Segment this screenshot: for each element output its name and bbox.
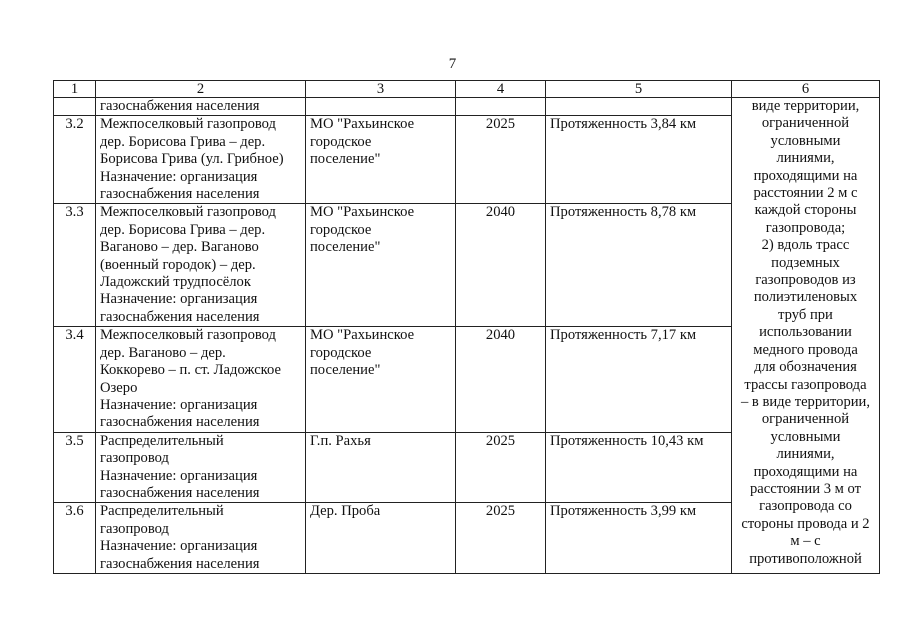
cell-text-line: ограниченной (761, 115, 850, 132)
cell-text-line: газоснабжения населения (100, 308, 260, 325)
header-col-4: 4 (456, 81, 546, 98)
header-col-1: 1 (54, 81, 96, 98)
cell-text-line: для обозначения (754, 359, 857, 376)
cell-text-line: Озеро (100, 379, 138, 396)
cell-number: 3.6 (54, 503, 96, 574)
cell-text-line: Межпоселковый газопровод (100, 116, 276, 133)
cell-text-line: медного провода (753, 341, 858, 358)
cell-text-line: виде территории, (751, 98, 860, 114)
cell-text-line: Межпоселковый газопровод (100, 204, 276, 221)
cell-text-line: Борисова Грива (ул. Грибное) (100, 151, 284, 168)
cell-text-line: городское (310, 344, 372, 361)
cell-text-line: газопровод (100, 450, 169, 467)
cell-text-line: Ладожский трудпосёлок (100, 274, 251, 291)
cell-text-line: ограниченной (761, 411, 850, 428)
cell-text-line: городское (310, 221, 372, 238)
cell-year: 2025 (456, 503, 546, 574)
cell-text-line: газоснабжения населения (100, 98, 260, 114)
cell-number (54, 98, 96, 116)
cell-text-line: газопроводов из (755, 272, 856, 289)
cell-number: 3.3 (54, 204, 96, 327)
cell-text-line: газоснабжения населения (100, 186, 260, 203)
cell-text-line: проходящими на (753, 463, 858, 480)
cell-text-line: газопровода со (759, 498, 852, 515)
table-row-continuation (54, 98, 880, 116)
cell-characteristics: Протяженность 8,78 км (546, 204, 732, 327)
cell-characteristics: Протяженность 3,99 км (546, 503, 732, 574)
cell-text-line: Назначение: организация (100, 168, 258, 185)
cell-location (306, 503, 456, 574)
cell-text-line: расстоянии 3 м от (749, 480, 862, 497)
cell-text-line: поселение" (310, 151, 381, 168)
cell-text-line: противоположной (749, 550, 862, 567)
cell-text-line: дер. Борисова Грива – дер. (100, 133, 266, 150)
cell-name (96, 98, 306, 116)
cell-year: 2040 (456, 327, 546, 432)
header-col-6: 6 (732, 81, 880, 98)
cell-text-line: Назначение: организация (100, 538, 258, 555)
cell-location (306, 98, 456, 116)
cell-characteristics: Протяженность 10,43 км (546, 432, 732, 503)
cell-text-line: МО "Рахьинское (310, 327, 415, 344)
cell-text-line: Распределительный (100, 432, 224, 449)
cell-text-line: каждой стороны (754, 202, 857, 219)
cell-text-line: Ваганово – дер. Ваганово (100, 239, 259, 256)
cell-text-line: городское (310, 133, 372, 150)
header-col-3: 3 (306, 81, 456, 98)
header-col-2: 2 (96, 81, 306, 98)
zones-table (53, 80, 880, 574)
cell-text-line: поселение" (310, 239, 381, 256)
cell-text-line: Межпоселковый газопровод (100, 327, 276, 344)
cell-year (456, 98, 546, 116)
cell-number: 3.5 (54, 432, 96, 503)
cell-text-line: линиями, (776, 150, 835, 167)
cell-text-line: условными (770, 428, 841, 445)
cell-text-line: дер. Борисова Грива – дер. (100, 221, 266, 238)
cell-text-line: Распределительный (100, 503, 224, 520)
cell-location (306, 116, 456, 204)
cell-characteristics: Протяженность 3,84 км (546, 116, 732, 204)
cell-text-line: 2) вдоль трасс (761, 237, 850, 254)
cell-text-line: Назначение: организация (100, 467, 258, 484)
cell-text-line: Назначение: организация (100, 291, 258, 308)
cell-text-line: м – с (790, 533, 821, 550)
cell-text-line: газопровода; (765, 219, 846, 236)
cell-text-line: Г.п. Рахья (310, 432, 371, 449)
cell-text-line: (военный городок) – дер. (100, 256, 256, 273)
cell-text-line: проходящими на (753, 167, 858, 184)
cell-number: 3.4 (54, 327, 96, 432)
cell-text-line: подземных (771, 254, 840, 271)
cell-location (306, 327, 456, 432)
cell-text-line: газопровод (100, 520, 169, 537)
cell-text-line: трассы газопровода (744, 376, 867, 393)
header-col-5: 5 (546, 81, 732, 98)
cell-name (96, 327, 306, 432)
header-row (54, 81, 880, 98)
cell-text-line: газоснабжения населения (100, 414, 260, 431)
cell-characteristics: Протяженность 7,17 км (546, 327, 732, 432)
cell-text-line: условными (770, 132, 841, 149)
cell-name (96, 116, 306, 204)
cell-zone-description (732, 98, 880, 574)
cell-text-line: МО "Рахьинское (310, 204, 415, 221)
cell-text-line: Коккорево – п. ст. Ладожское (100, 362, 281, 379)
cell-number: 3.2 (54, 116, 96, 204)
cell-name (96, 503, 306, 574)
cell-text-line: газоснабжения населения (100, 555, 260, 572)
cell-text-line: – в виде территории, (740, 393, 871, 410)
cell-location (306, 204, 456, 327)
cell-text-line: линиями, (776, 446, 835, 463)
cell-text-line: дер. Ваганово – дер. (100, 344, 226, 361)
cell-text-line: Дер. Проба (310, 503, 381, 520)
cell-text-line: стороны провода и 2 (741, 515, 870, 532)
cell-text-line: использовании (759, 324, 852, 341)
cell-location (306, 432, 456, 503)
cell-text-line: расстоянии 2 м с (753, 185, 858, 202)
cell-characteristics (546, 98, 732, 116)
cell-text-line: Назначение: организация (100, 396, 258, 413)
cell-year: 2025 (456, 116, 546, 204)
cell-text-line: полиэтиленовых (753, 289, 858, 306)
cell-name (96, 432, 306, 503)
cell-name (96, 204, 306, 327)
cell-year: 2025 (456, 432, 546, 503)
page-number: 7 (448, 56, 457, 72)
cell-text-line: МО "Рахьинское (310, 116, 415, 133)
cell-text-line: поселение" (310, 362, 381, 379)
cell-text-line: газоснабжения населения (100, 484, 260, 501)
cell-year: 2040 (456, 204, 546, 327)
cell-text-line: труб при (778, 306, 833, 323)
